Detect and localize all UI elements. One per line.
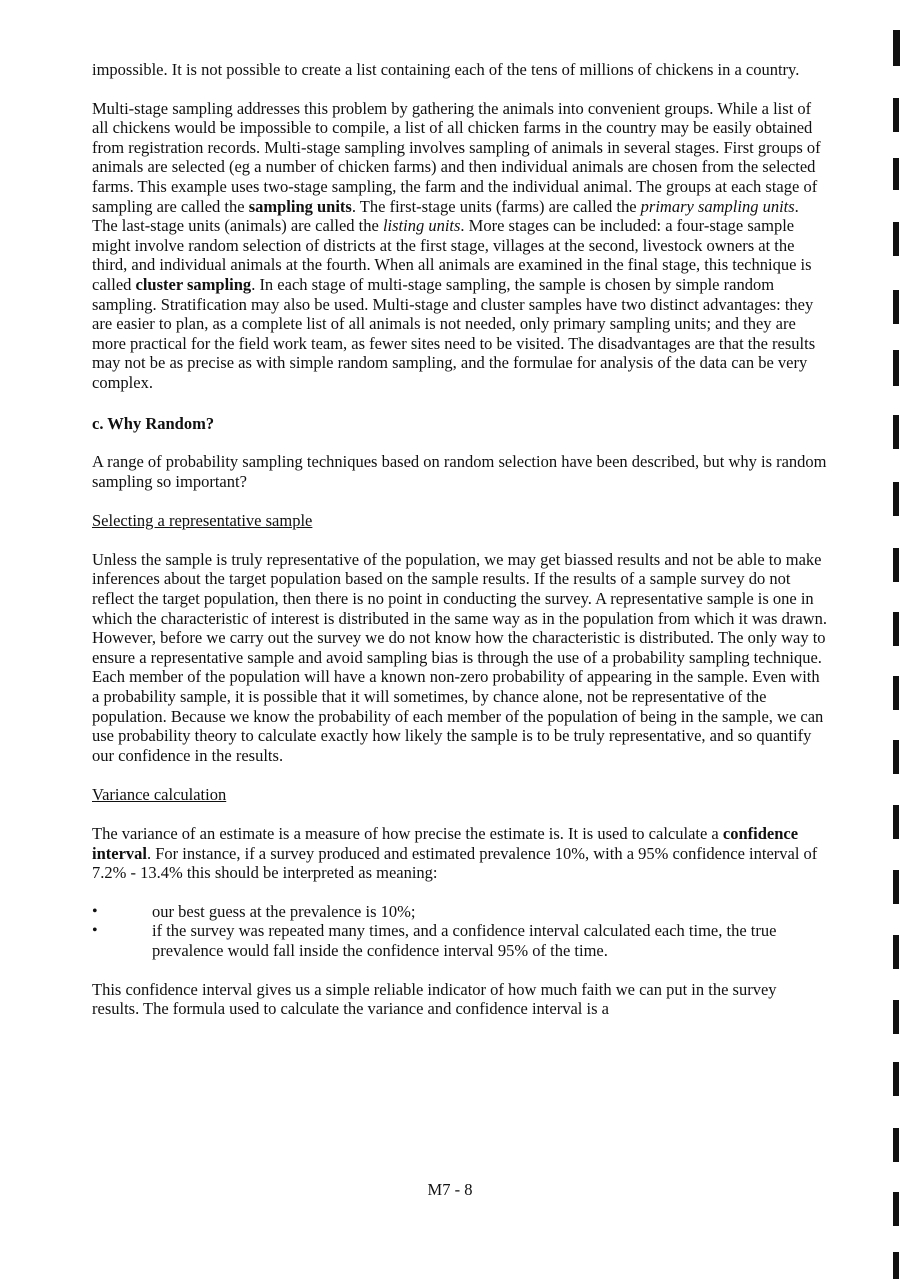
variance-text-1: The variance of an estimate is a measure of how precise the estimate is. It is used to calculate a: [92, 824, 723, 843]
closing-paragraph: This confidence interval gives us a simple reliable indicator of how much faith we can put in the survey results. The formula used to calculate the variance and confidence interval is a: [92, 979, 777, 1019]
representative-paragraph: Unless the sample is truly representative of the population, we may get biassed results and not be able to make inferences about the target population based on the sample results. If the results of a sample survey do not reflect the target population, then there is no point in conducting the survey. A representative sample is one in which the characteristic of interest is distributed in the same way as in the population from which it was drawn. However, before we carry out the survey we do not know how the characteristic is distributed. The only way to ensure a representative sample and avoid sampling bias is through the use of a probability sampling technique. Each member of the population will have a known non-zero probability of appearing in the sample. Even with a probability sample, it is possible that it will sometimes, by chance alone, not be representative of the population. Because we know the probability of each member of the population of being in the sample, we can use probability theory to calculate exactly how likely the sample is to be truly representative, and so quantify our confidence in the results.: [92, 549, 827, 765]
multistage-text-3: . The last-stage units (animals) are called the: [92, 196, 799, 236]
multistage-text-2: . The first-stage units (farms) are called the: [351, 196, 641, 216]
intro-paragraph: impossible. It is not possible to create a list containing each of the tens of millions of chickens in a country.: [92, 60, 800, 79]
document-page: [92, 60, 827, 1019]
subheading-variance-calculation: Variance calculation: [92, 785, 227, 805]
why-random-intro: A range of probability sampling techniques based on random selection have been described, but why is random sampling so important?: [92, 452, 827, 491]
multistage-text-4: . More stages can be included: a four-stage sample might involve random selection of districts at the first stage, villages at the second, livestock owners at the third, and individual animals at the fourth. When all animals are examined in the final stage, this technique is called: [92, 216, 812, 294]
multistage-paragraph: [92, 99, 827, 393]
page-number: M7 - 8: [427, 1180, 473, 1199]
multistage-text-5: . In each stage of multi-stage sampling, the sample is chosen by simple random sampling. Stratification may also be used. Multi-stage and cluster samples have two distinct advantages: they are easier to plan, as a complete list of all animals is not needed, only primary sampling units; and they are more practical for the field work team, as fewer sites need to be visited. The disadvantages are that the results may not be as precise as with simple random sampling, and the formulae for analysis of the data can be very complex.: [92, 274, 816, 392]
section-heading-why-random: c. Why Random?: [92, 413, 215, 433]
variance-paragraph: [92, 824, 827, 883]
term-primary-sampling-units: primary sampling units: [640, 196, 795, 216]
variance-text-2: . For instance, if a survey produced and estimated prevalence 10%, with a 95% confidence interval of 7.2% - 13.4% this should be interpreted as meaning:: [92, 843, 818, 883]
term-listing-units: listing units: [382, 216, 461, 236]
term-cluster-sampling: cluster sampling: [135, 274, 252, 294]
list-item: • our best guess at the prevalence is 10%;: [92, 902, 827, 922]
term-confidence-interval: confidence interval: [92, 824, 799, 863]
multistage-text-1: Multi-stage sampling addresses this problem by gathering the animals into convenient groups. While a list of all chickens would be impossible to compile, a list of all chicken farms in the country may be easily obtained from registration records. Multi-stage sampling involves sampling of animals in several stages. First groups of animals are selected (eg a number of chicken farms) and then individual animals are chosen from the selected farms. This example uses two-stage sampling, the farm and the individual animal. The groups at each stage of sampling are called the: [92, 98, 821, 216]
subheading-representative-sample: Selecting a representative sample: [92, 511, 313, 531]
term-sampling-units: sampling units: [248, 196, 352, 216]
bullet-list: [92, 902, 827, 961]
list-item: • if the survey was repeated many times, and a confidence interval calculated each time, the true prevalence would fall inside the confidence interval 95% of the time.: [92, 921, 827, 960]
